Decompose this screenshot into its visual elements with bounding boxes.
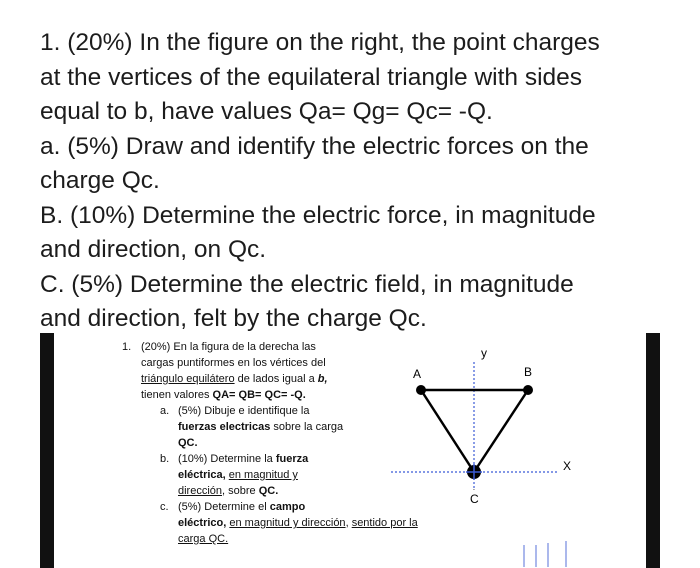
es-part-c-bold-2: eléctrico, — [178, 517, 227, 529]
scan-border-left — [40, 333, 54, 568]
es-intro-text-1: (20%) En la figura de la derecha las — [141, 341, 316, 353]
es-intro-text-3: de lados igual a — [234, 373, 318, 385]
es-part-a-letter: a. — [160, 405, 170, 417]
english-line-5: charge Qc. — [40, 167, 160, 194]
triangle-side-bc — [474, 390, 528, 472]
es-part-b-bold-2: eléctrica, — [178, 469, 226, 481]
es-part-a-text-2: sobre la carga — [270, 421, 344, 433]
es-triangle-term: triángulo equilátero — [141, 373, 235, 385]
label-x: X — [563, 459, 572, 473]
label-b: B — [524, 365, 533, 379]
english-line-7: and direction, on Qc. — [40, 236, 267, 263]
es-part-b-underlined-2: dirección — [178, 485, 223, 497]
es-part-b-underlined-1: en magnitud y — [228, 469, 298, 481]
english-question — [40, 26, 680, 337]
es-part-c-line-2 — [116, 515, 466, 531]
es-part-c-text-1: (5%) Determine el — [178, 501, 270, 513]
es-item-number: 1. — [122, 341, 132, 353]
es-part-b-text-1: (10%) Determine la — [178, 453, 276, 465]
es-charge-values: QA= QB= QC= -Q. — [212, 389, 306, 401]
es-part-c-sep: , — [345, 517, 352, 529]
charge-b — [523, 385, 533, 395]
es-part-c-underlined-1: en magnitud y dirección — [229, 517, 346, 529]
es-part-c-underlined-3: carga QC. — [178, 533, 229, 545]
label-y: y — [481, 346, 487, 360]
es-part-b-letter: b. — [160, 453, 170, 465]
charge-a — [416, 385, 426, 395]
english-line-4: a. (5%) Draw and identify the electric forces on the — [40, 132, 589, 160]
es-part-c-underlined-2: sentido por la — [351, 517, 418, 529]
es-part-c-line-3 — [116, 531, 466, 547]
es-part-c-bold-1: campo — [269, 501, 306, 513]
label-a: A — [413, 367, 422, 381]
scan-border-right — [646, 333, 660, 568]
english-line-6: B. (10%) Determine the electric force, in magnitude — [40, 201, 596, 229]
es-part-b-text-3: , sobre — [222, 485, 259, 497]
es-part-a-charge: QC. — [178, 437, 198, 449]
english-line-8: C. (5%) Determine the electric field, in magnitude — [40, 270, 574, 298]
english-line-2: at the vertices of the equilateral triangle with sides — [40, 63, 583, 91]
es-intro-text-2: cargas puntiformes en los vértices del — [141, 357, 326, 369]
es-part-a-text-1: (5%) Dibuje e identifique la — [178, 405, 310, 417]
es-part-a-bold: fuerzas electricas — [178, 421, 271, 433]
es-values-prefix: tienen valores — [141, 389, 213, 401]
es-part-b-charge: QC. — [258, 485, 279, 497]
es-side-var: b, — [317, 373, 328, 385]
tally-marks — [518, 537, 578, 567]
es-part-c-letter: c. — [160, 501, 169, 513]
triangle-side-ac — [421, 390, 474, 472]
label-c: C — [470, 492, 479, 506]
triangle-diagram — [385, 340, 585, 510]
english-line-3: equal to b, have values Qa= Qg= Qc= -Q. — [40, 98, 493, 125]
english-line-9: and direction, felt by the charge Qc. — [40, 305, 427, 332]
es-part-b-bold-1: fuerza — [275, 453, 309, 465]
english-line-1: 1. (20%) In the figure on the right, the point charges — [40, 29, 600, 56]
label-c-dot: · — [472, 485, 476, 494]
